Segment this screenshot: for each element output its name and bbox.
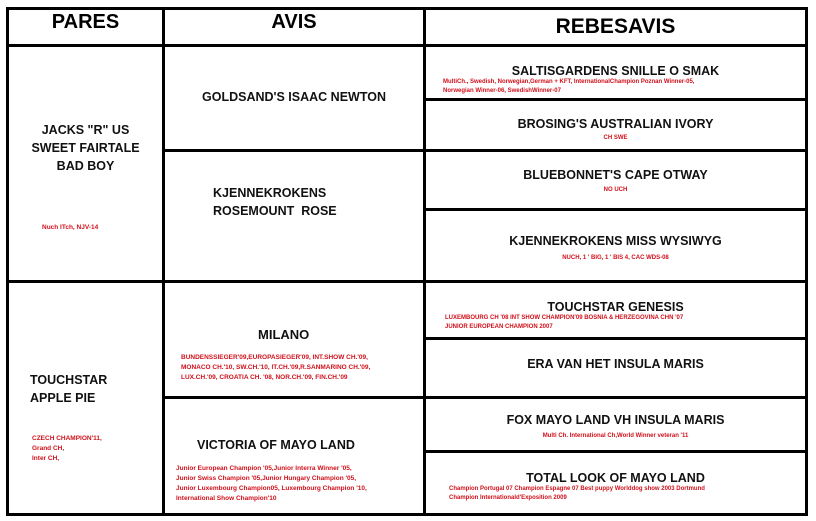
rebesavis-cell (426, 152, 805, 208)
rebesavis-cell (426, 211, 805, 280)
name-line: KJENNEKROKENS (213, 186, 327, 200)
title-list (165, 464, 423, 504)
title-list (9, 434, 162, 464)
dog-name: MILANO (258, 327, 310, 342)
title-line: Junior European Champion '05,Junior Interra Winner '05, (176, 465, 352, 472)
title-line: JUNIOR EUROPEAN CHAMPION 2007 (445, 324, 553, 330)
title-line: MONACO CH.'10, SW.CH.'10, IT.CH.'09,R.SANMARINO CH.'09, (181, 364, 371, 371)
title-list (426, 133, 805, 143)
name-line: ROSEMOUNT ROSE (213, 204, 337, 218)
title-line: Inter CH, (32, 455, 60, 462)
avis-cell (165, 283, 423, 396)
title-line: Nuch ITch, NJV-14 (42, 224, 99, 231)
pares-cell (9, 283, 162, 513)
title-line: Norwegian Winner-06, SwedishWinner-07 (443, 88, 561, 94)
header-rebesavis: REBESAVIS (555, 15, 676, 38)
title-line: Junior Swiss Champion '05,Junior Hungary Champion '05, (176, 475, 357, 482)
title-line: International Show Champion'10 (176, 495, 277, 502)
name-line: SWEET FAIRTALE (31, 141, 140, 155)
dog-name: KJENNEKROKENS MISS WYSIWYG (509, 234, 722, 248)
title-line: LUX.CH.'09, CROATIA CH. '08, NOR.CH.'09, FIN.CH.'09 (181, 374, 348, 381)
title-line: Champion Portugal 07 Champion Espagne 07 Best puppy Worlddog show 2003 Dortmund (449, 486, 705, 492)
title-list (426, 485, 805, 503)
name-line: BAD BOY (56, 159, 115, 173)
title-line: CZECH CHAMPION'11, (32, 435, 102, 442)
name-line: JACKS "R" US (41, 123, 130, 137)
title-line: BUNDENSSIEGER'09,EUROPASIEGER'09, INT.SHOW CH.'09, (181, 354, 368, 361)
dog-name: BLUEBONNET'S CAPE OTWAY (523, 168, 708, 182)
name-line: TOUCHSTAR (30, 373, 108, 387)
title-line: NO UCH (603, 187, 628, 193)
title-line: Champion Internationald'Exposition 2009 (449, 495, 567, 501)
dog-name: TOTAL LOOK OF MAYO LAND (526, 471, 705, 485)
rebesavis-cell (426, 340, 805, 396)
dog-name: VICTORIA OF MAYO LAND (197, 438, 355, 452)
title-line: MultiCh., Swedish, Norwegian,German + KFT, InternationalChampion Poznan Winner-05, (443, 79, 695, 85)
title-list (426, 431, 805, 441)
pares-cell (9, 47, 162, 280)
table-border-bottom (6, 513, 808, 516)
title-list (426, 314, 805, 332)
table-border-right (805, 7, 808, 516)
title-line: NUCH, 1 ' BIG, 1 ' BIS 4, CAC WDS-08 (562, 255, 669, 261)
sire-name (9, 121, 162, 175)
dam-name (9, 371, 162, 407)
title-line: Multi Ch. International Ch,World Winner veteran '11 (542, 433, 689, 439)
title-list (426, 253, 805, 263)
dog-name: GOLDSAND'S ISAAC NEWTON (202, 90, 386, 104)
dog-name: BROSING'S AUSTRALIAN IVORY (517, 117, 714, 131)
title-list (426, 185, 805, 195)
rebesavis-cell (426, 399, 805, 450)
rebesavis-cell (426, 453, 805, 513)
dog-name: FOX MAYO LAND VH INSULA MARIS (506, 413, 725, 427)
title-list (426, 78, 805, 96)
header-pares: PARES (51, 11, 120, 33)
avis-cell (165, 47, 423, 149)
avis-cell (165, 399, 423, 513)
title-list (9, 223, 162, 233)
rebesavis-cell (426, 47, 805, 98)
title-line: Grand CH, (32, 445, 65, 452)
dog-name: SALTISGARDENS SNILLE O SMAK (511, 64, 720, 78)
name-line: APPLE PIE (30, 391, 96, 405)
header-avis: AVIS (271, 11, 317, 33)
avis-cell (165, 152, 423, 280)
title-line: LUXEMBOURG CH '08 INT SHOW CHAMPION'09 BOSNIA & HERZEGOVINA CHN '07 (445, 315, 684, 321)
dog-name: ERA VAN HET INSULA MARIS (527, 357, 704, 371)
table-border-top (6, 7, 808, 10)
dog-name (165, 184, 423, 220)
title-line: Junior Luxembourg Champion05, Luxembourg Champion '10, (176, 485, 367, 492)
rebesavis-cell (426, 283, 805, 337)
title-line: CH SWE (603, 135, 628, 141)
title-list (165, 353, 423, 383)
dog-name: TOUCHSTAR GENESIS (547, 300, 684, 314)
